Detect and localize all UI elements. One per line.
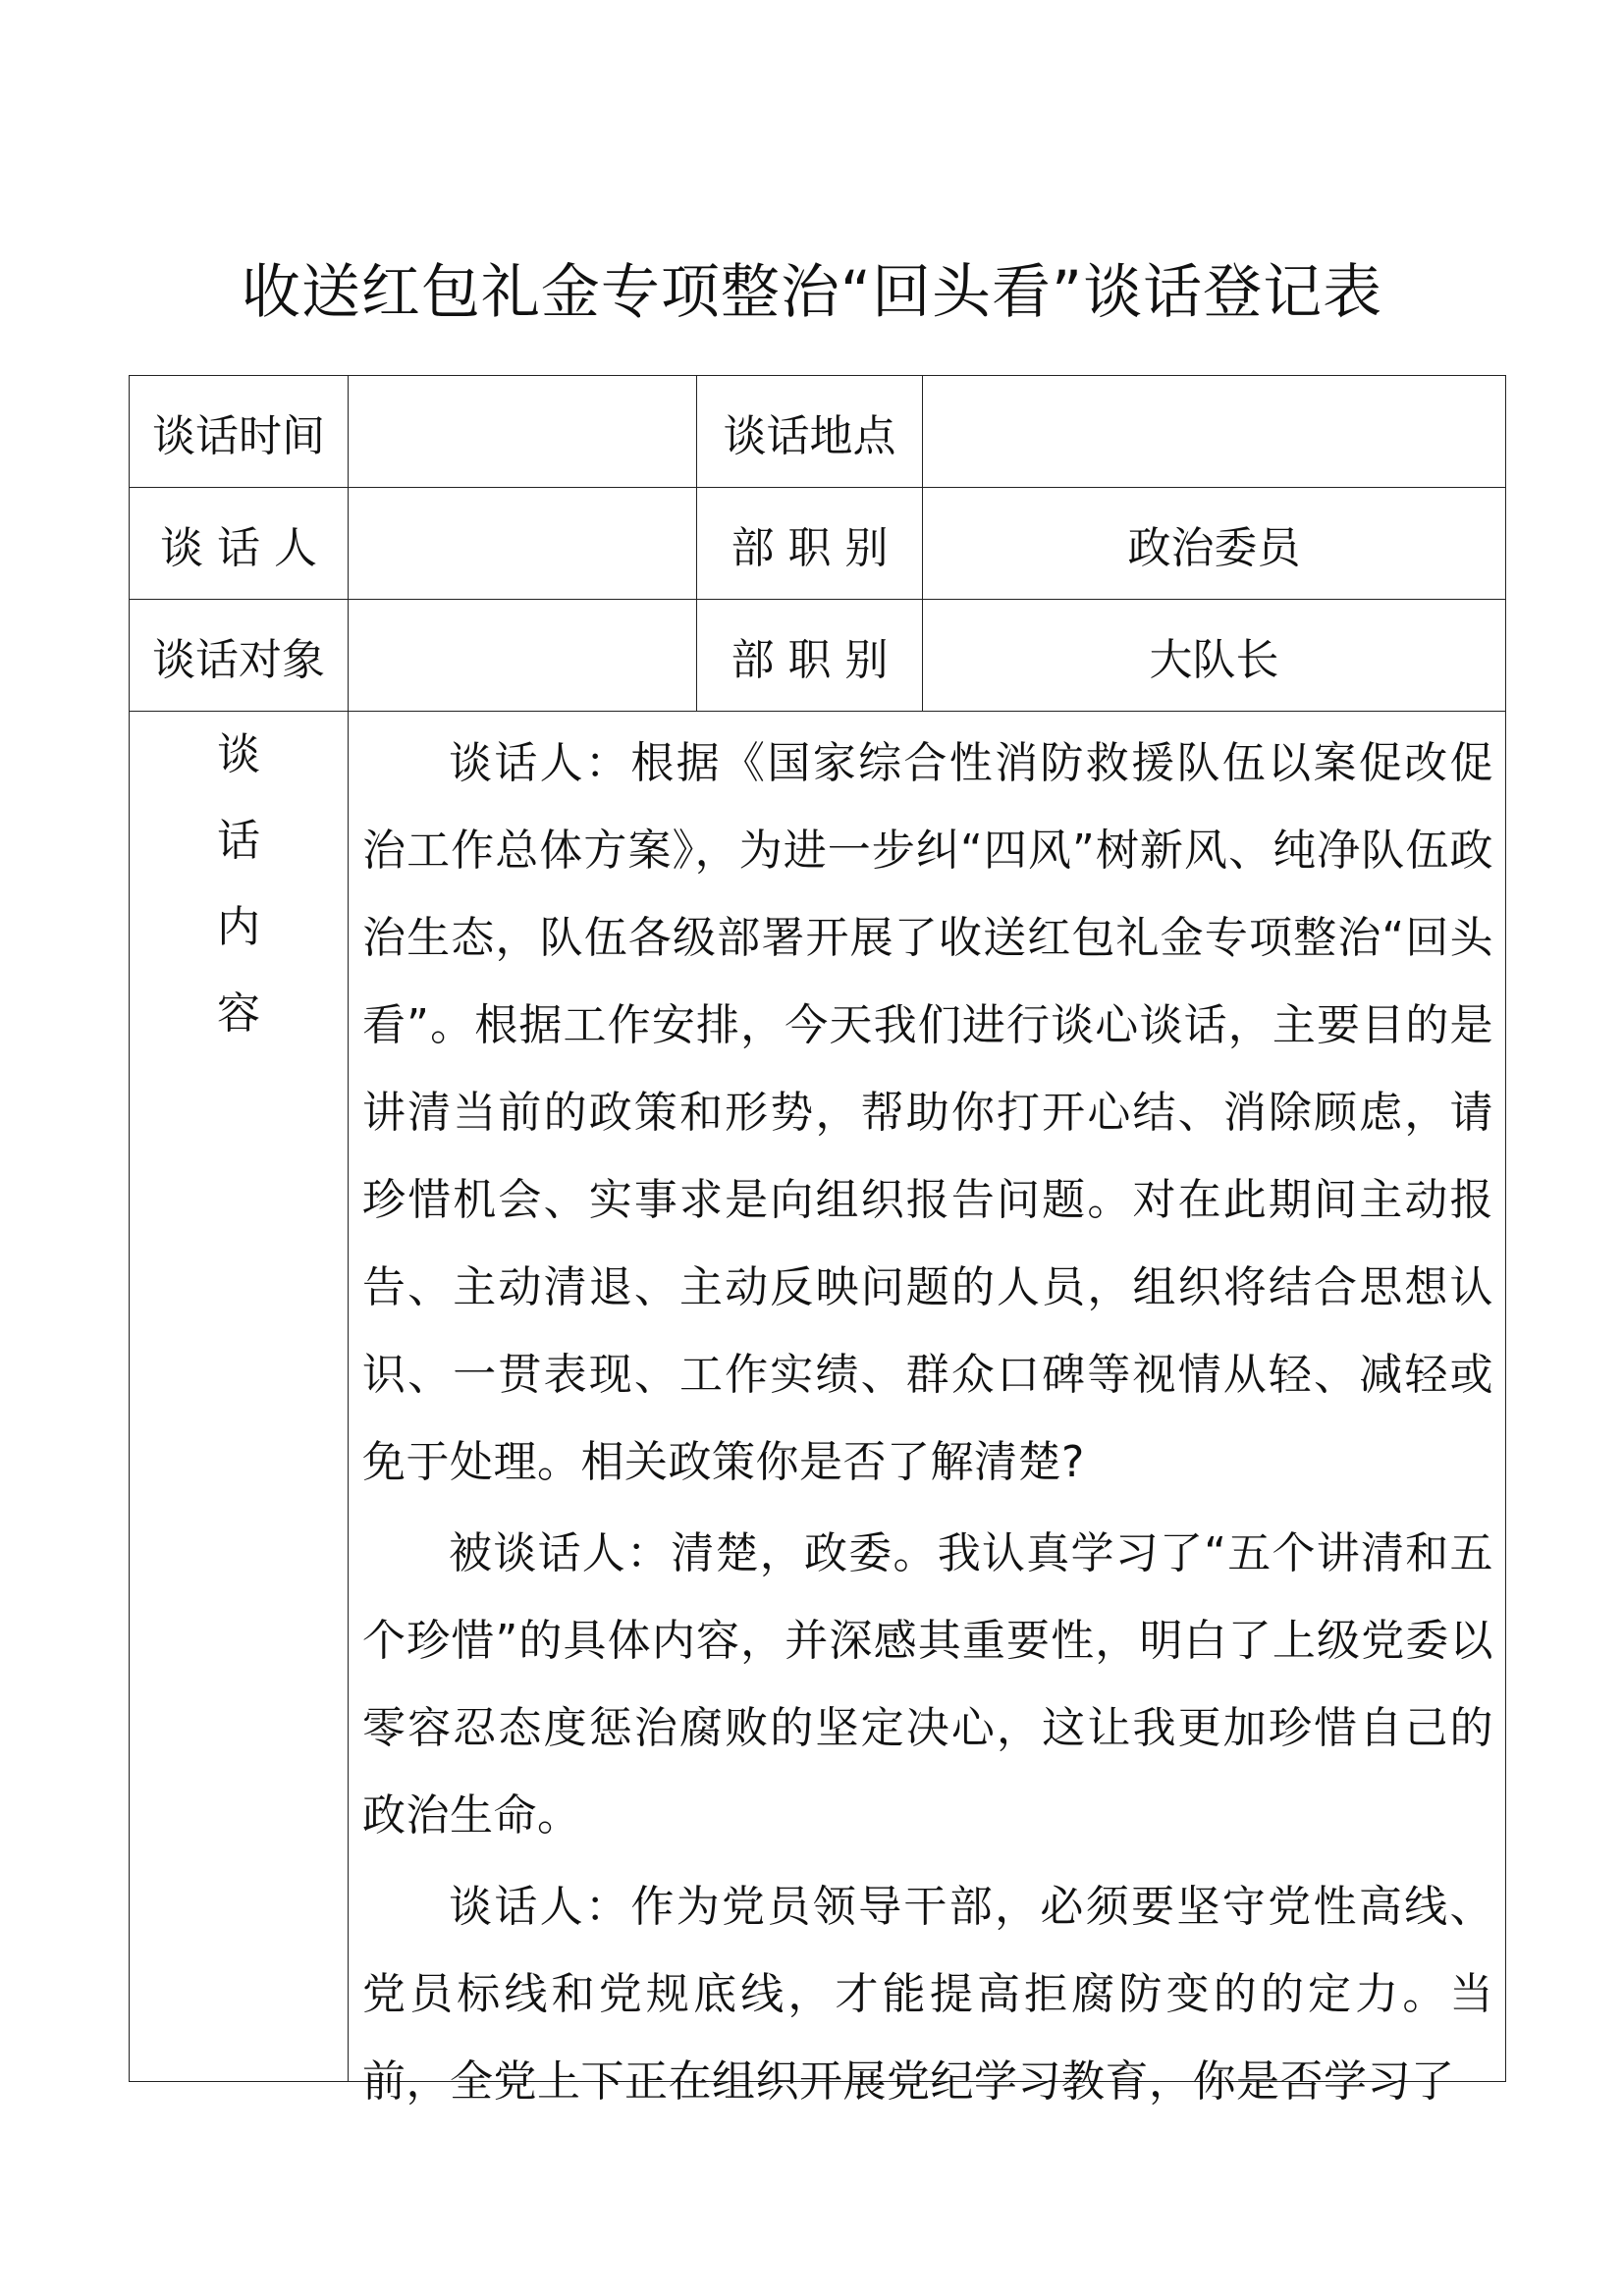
content-paragraph: 被谈话人：清楚，政委。我认真学习了“五个讲清和五个珍惜”的具体内容，并深感其重要性，明白了上级党委以零容忍态度惩治腐败的坚定决心，这让我更加珍惜自己的政治生命。	[362, 1528, 1493, 1841]
speaker-value[interactable]	[349, 488, 697, 600]
target-label: 谈话对象	[130, 600, 349, 712]
talk-time-value[interactable]	[349, 376, 697, 488]
page-title: 收送红包礼金专项整治“回头看”谈话登记表	[241, 258, 1383, 327]
content-label-char: 内	[217, 902, 260, 952]
talk-time-label: 谈话时间	[130, 376, 349, 488]
content-label	[130, 712, 349, 2082]
speaker-label: 谈 话 人	[130, 488, 349, 600]
target-rank-value[interactable]: 大队长	[923, 600, 1506, 712]
content-paragraph: 谈话人：作为党员领导干部，必须要坚守党性高线、党员标线和党规底线，才能提高拒腐防变的的定力。当前，全党上下正在组织开展党纪学习教育，你是否学习了	[362, 1882, 1493, 2107]
table-row-target	[130, 600, 1506, 712]
content-area[interactable]	[349, 712, 1506, 2107]
target-rank-label: 部 职 别	[697, 600, 923, 712]
talk-place-value[interactable]	[923, 376, 1506, 488]
table-row-content	[130, 712, 1506, 2082]
table-row-speaker	[130, 488, 1506, 600]
speaker-rank-label: 部 职 别	[697, 488, 923, 600]
content-label-char: 话	[217, 816, 260, 866]
content-label-char: 容	[217, 988, 260, 1039]
speaker-rank-value[interactable]: 政治委员	[923, 488, 1506, 600]
table-row-time-place	[130, 376, 1506, 488]
registration-form-table	[129, 375, 1506, 2107]
content-paragraph: 谈话人：根据《国家综合性消防救援队伍以案促改促治工作总体方案》，为进一步纠“四风”树新风、纯净队伍政治生态，队伍各级部署开展了收送红包礼金专项整治“回头看”。根据工作安排，今天我们进行谈心谈话，主要目的是讲清当前的政策和形势，帮助你打开心结、消除顾虑，请珍惜机会、实事求是向组织报告问题。对在此期间主动报告、主动清退、主动反映问题的人员，组织将结合思想认识、一贯表现、工作实绩、群众口碑等视情从轻、减轻或免于处理。相关政策你是否了解清楚?	[362, 738, 1493, 1487]
content-label-char: 谈	[217, 729, 260, 779]
target-value[interactable]	[349, 600, 697, 712]
talk-place-label: 谈话地点	[697, 376, 923, 488]
